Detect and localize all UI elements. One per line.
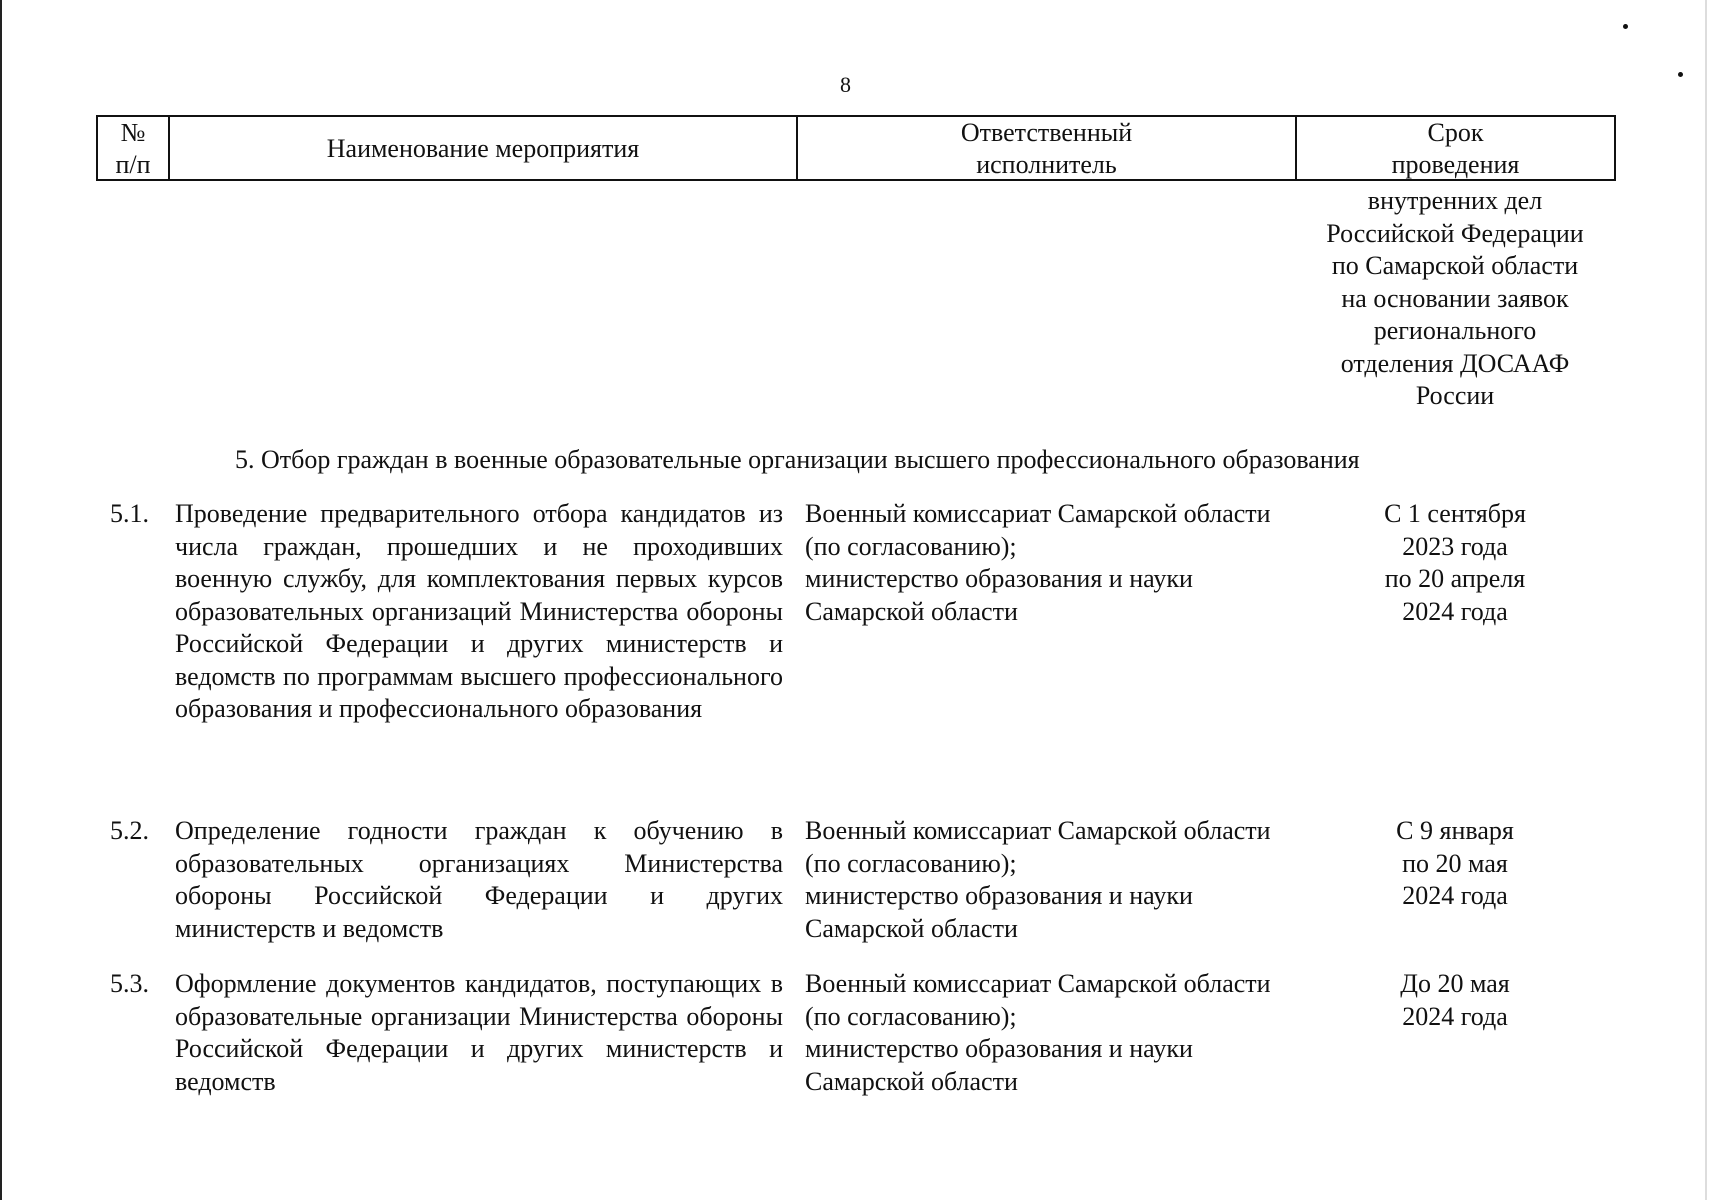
header-col-number: № п/п [98, 117, 170, 181]
row-responsible: Военный комиссариат Самарской области (по согласованию); министерство образования и науки Самарской области [805, 499, 1271, 626]
page-number: 8 [840, 72, 851, 97]
row-activity-name: Оформление документов кандидатов, поступающих в образовательные организации Министерства обороны Российской Федерации и других министерств и ведомств [175, 969, 783, 1096]
row-term: С 9 января по 20 мая 2024 года [1396, 816, 1514, 910]
row-number: 5.3. [110, 969, 149, 998]
scan-left-edge [0, 0, 2, 1200]
row-term: До 20 мая 2024 года [1400, 969, 1510, 1031]
row-activity-name: Проведение предварительного отбора кандидатов из числа граждан, прошедших и не проходивших военную службу, для комплектования первых курсов образовательных организаций Министерства обороны Российской Федерации и других министерств и ведомств по программам высшего профессионального образования и профессионального образования [175, 499, 783, 723]
row-term: С 1 сентября 2023 года по 20 апреля 2024 года [1384, 499, 1526, 626]
scan-speck [1623, 24, 1628, 29]
section-title: 5. Отбор граждан в военные образовательные организации высшего профессионального образования [235, 445, 1360, 474]
row-responsible: Военный комиссариат Самарской области (по согласованию); министерство образования и науки Самарской области [805, 816, 1271, 943]
row-activity-name: Определение годности граждан к обучению в образовательных организациях Министерства обороны Российской Федерации и других министерств и ведомств [175, 816, 783, 943]
scan-right-edge [1705, 0, 1707, 1200]
continued-term-text: внутренних дел Российской Федерации по Самарской области на основании заявок регионального отделения ДОСААФ России [1326, 186, 1584, 410]
header-col-responsible: Ответственный исполнитель [798, 117, 1297, 181]
row-number: 5.2. [110, 816, 149, 845]
header-col-name: Наименование мероприятия [170, 117, 798, 181]
header-col-term: Срок проведения [1391, 118, 1520, 179]
row-responsible: Военный комиссариат Самарской области (по согласованию); министерство образования и науки Самарской области [805, 969, 1271, 1096]
row-number: 5.1. [110, 499, 149, 528]
table-header [96, 115, 1616, 181]
scan-speck [1678, 72, 1683, 77]
